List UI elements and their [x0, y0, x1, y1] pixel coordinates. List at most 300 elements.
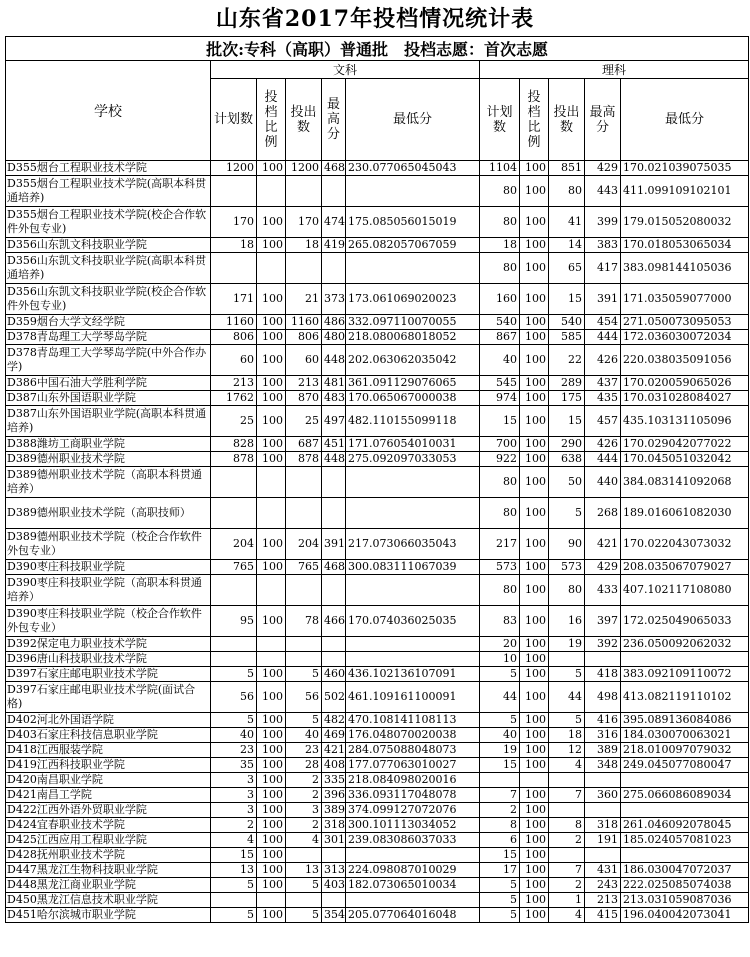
l-plan-cell: 20: [480, 637, 520, 652]
w-ratio-cell: 100: [257, 529, 286, 560]
table-row: [6, 818, 749, 833]
w-min-cell: 374.099127072076: [346, 803, 480, 818]
school-cell: D390枣庄科技职业学院（校企合作软件外包专业）: [6, 606, 211, 637]
w-plan-cell: 878: [211, 452, 257, 467]
school-cell: D397石家庄邮电职业技术学院(面试合格): [6, 682, 211, 713]
l-ratio-cell: 100: [520, 391, 549, 406]
l-plan-cell: 18: [480, 238, 520, 253]
w-max-cell: 481: [322, 376, 346, 391]
l-plan-cell: 80: [480, 176, 520, 207]
l-min-cell: 236.050092062032: [621, 637, 749, 652]
w-ratio-cell: 100: [257, 284, 286, 315]
l-max-cell: 421: [585, 529, 621, 560]
l-ratio-cell: 100: [520, 803, 549, 818]
w-ratio-cell: 100: [257, 863, 286, 878]
l-ratio-cell: 100: [520, 667, 549, 682]
l-min-header: 最低分: [621, 79, 749, 161]
w-out-cell: 1200: [286, 161, 322, 176]
l-max-cell: 426: [585, 437, 621, 452]
table-row: [6, 758, 749, 773]
w-max-cell: 448: [322, 452, 346, 467]
l-min-cell: [621, 773, 749, 788]
w-plan-cell: 2: [211, 818, 257, 833]
w-max-cell: 419: [322, 238, 346, 253]
w-max-cell: 396: [322, 788, 346, 803]
l-plan-cell: 80: [480, 253, 520, 284]
l-plan-cell: 80: [480, 498, 520, 529]
l-max-cell: 429: [585, 161, 621, 176]
w-max-cell: [322, 848, 346, 863]
l-out-cell: 12: [549, 743, 585, 758]
l-ratio-cell: 100: [520, 176, 549, 207]
table-row: [6, 161, 749, 176]
w-max-cell: 497: [322, 406, 346, 437]
w-out-cell: 2: [286, 788, 322, 803]
table-row: [6, 437, 749, 452]
w-ratio-cell: [257, 637, 286, 652]
l-out-cell: 290: [549, 437, 585, 452]
l-min-cell: 186.030047072037: [621, 863, 749, 878]
w-plan-cell: 5: [211, 667, 257, 682]
w-out-cell: 28: [286, 758, 322, 773]
l-min-cell: 249.045077080047: [621, 758, 749, 773]
table-row: [6, 176, 749, 207]
l-max-cell: 268: [585, 498, 621, 529]
table-row: [6, 863, 749, 878]
l-ratio-cell: [520, 773, 549, 788]
w-out-cell: 878: [286, 452, 322, 467]
school-cell: D389德州职业技术学院（高职本科贯通培养）: [6, 467, 211, 498]
wenke-group-header: 文科: [211, 61, 480, 79]
school-cell: D419江西科技职业学院: [6, 758, 211, 773]
l-min-cell: 411.099109102101: [621, 176, 749, 207]
w-plan-cell: 3: [211, 788, 257, 803]
w-min-cell: [346, 893, 480, 908]
table-row: [6, 637, 749, 652]
l-plan-cell: 5: [480, 878, 520, 893]
w-out-cell: 25: [286, 406, 322, 437]
w-max-cell: [322, 893, 346, 908]
l-plan-cell: 80: [480, 575, 520, 606]
table-row: [6, 667, 749, 682]
admission-table: [5, 36, 749, 923]
w-min-cell: 173.061069020023: [346, 284, 480, 315]
w-ratio-cell: 100: [257, 743, 286, 758]
w-out-cell: 13: [286, 863, 322, 878]
w-max-cell: [322, 652, 346, 667]
l-plan-cell: 10: [480, 652, 520, 667]
l-min-cell: 218.010097079032: [621, 743, 749, 758]
l-plan-cell: 5: [480, 667, 520, 682]
w-out-cell: 5: [286, 713, 322, 728]
w-out-cell: [286, 498, 322, 529]
school-cell: D356山东凯文科技职业学院: [6, 238, 211, 253]
w-plan-cell: 806: [211, 330, 257, 345]
l-max-cell: 444: [585, 330, 621, 345]
l-plan-cell: 160: [480, 284, 520, 315]
l-ratio-cell: 100: [520, 437, 549, 452]
l-ratio-cell: 100: [520, 284, 549, 315]
table-row: [6, 330, 749, 345]
l-plan-cell: 40: [480, 728, 520, 743]
l-max-cell: 431: [585, 863, 621, 878]
l-min-cell: 383.092109110072: [621, 667, 749, 682]
l-min-cell: 222.025085074038: [621, 878, 749, 893]
l-out-cell: [549, 803, 585, 818]
l-out-cell: 44: [549, 682, 585, 713]
l-plan-cell: 5: [480, 893, 520, 908]
l-max-cell: 360: [585, 788, 621, 803]
l-plan-cell: 974: [480, 391, 520, 406]
w-min-cell: [346, 253, 480, 284]
l-plan-cell: 545: [480, 376, 520, 391]
w-plan-cell: [211, 575, 257, 606]
l-min-cell: 395.089136084086: [621, 713, 749, 728]
w-max-cell: 451: [322, 437, 346, 452]
l-plan-cell: 5: [480, 908, 520, 923]
l-plan-cell: 1104: [480, 161, 520, 176]
l-out-cell: 22: [549, 345, 585, 376]
l-min-cell: 208.035067079027: [621, 560, 749, 575]
table-row: [6, 253, 749, 284]
w-out-cell: 40: [286, 728, 322, 743]
w-plan-cell: 204: [211, 529, 257, 560]
w-ratio-cell: 100: [257, 667, 286, 682]
l-max-cell: 498: [585, 682, 621, 713]
w-min-cell: 217.073066035043: [346, 529, 480, 560]
w-out-cell: [286, 575, 322, 606]
w-out-cell: 78: [286, 606, 322, 637]
w-max-cell: 421: [322, 743, 346, 758]
l-plan-cell: 80: [480, 207, 520, 238]
w-out-cell: 18: [286, 238, 322, 253]
w-max-cell: [322, 637, 346, 652]
l-max-cell: 191: [585, 833, 621, 848]
w-out-cell: [286, 893, 322, 908]
l-max-cell: 426: [585, 345, 621, 376]
school-cell: D422江西外语外贸职业学院: [6, 803, 211, 818]
school-cell: D448黑龙江商业职业学院: [6, 878, 211, 893]
w-max-cell: [322, 498, 346, 529]
l-plan-cell: 15: [480, 406, 520, 437]
w-plan-cell: 170: [211, 207, 257, 238]
w-ratio-cell: [257, 498, 286, 529]
table-row: [6, 391, 749, 406]
table-row: [6, 773, 749, 788]
l-ratio-cell: 100: [520, 529, 549, 560]
w-min-cell: [346, 467, 480, 498]
l-out-cell: 540: [549, 315, 585, 330]
w-max-cell: 354: [322, 908, 346, 923]
l-out-cell: 14: [549, 238, 585, 253]
l-max-cell: 433: [585, 575, 621, 606]
l-min-cell: 383.098144105036: [621, 253, 749, 284]
l-min-cell: 407.102117108080: [621, 575, 749, 606]
school-cell: D389德州职业技术学院（校企合作软件外包专业）: [6, 529, 211, 560]
l-min-cell: 220.038035091056: [621, 345, 749, 376]
w-plan-cell: 171: [211, 284, 257, 315]
school-cell: D388潍坊工商职业学院: [6, 437, 211, 452]
l-min-cell: 172.025049065033: [621, 606, 749, 637]
w-min-cell: 202.063062035042: [346, 345, 480, 376]
l-min-cell: 184.030070063021: [621, 728, 749, 743]
w-min-cell: 332.097110070055: [346, 315, 480, 330]
w-min-cell: 300.083111067039: [346, 560, 480, 575]
l-min-cell: 170.029042077022: [621, 437, 749, 452]
l-out-cell: 2: [549, 878, 585, 893]
l-plan-cell: 2: [480, 803, 520, 818]
l-out-cell: 90: [549, 529, 585, 560]
l-out-cell: 8: [549, 818, 585, 833]
w-ratio-cell: 100: [257, 908, 286, 923]
w-ratio-cell: 100: [257, 606, 286, 637]
w-plan-cell: 213: [211, 376, 257, 391]
w-plan-cell: 1160: [211, 315, 257, 330]
w-min-cell: 239.083086037033: [346, 833, 480, 848]
l-min-cell: 170.018053065034: [621, 238, 749, 253]
l-max-cell: 440: [585, 467, 621, 498]
l-min-cell: 413.082119110102: [621, 682, 749, 713]
l-out-cell: 16: [549, 606, 585, 637]
w-ratio-cell: 100: [257, 773, 286, 788]
w-out-cell: 21: [286, 284, 322, 315]
w-plan-cell: 25: [211, 406, 257, 437]
w-min-cell: 275.092097033053: [346, 452, 480, 467]
w-out-cell: 5: [286, 878, 322, 893]
l-max-cell: 243: [585, 878, 621, 893]
w-ratio-cell: 100: [257, 833, 286, 848]
l-max-cell: 399: [585, 207, 621, 238]
table-row: [6, 315, 749, 330]
w-max-cell: [322, 176, 346, 207]
l-out-cell: 7: [549, 863, 585, 878]
school-cell: D425江西应用工程职业学院: [6, 833, 211, 848]
w-min-cell: 230.077065045043: [346, 161, 480, 176]
school-cell: D418江西服装学院: [6, 743, 211, 758]
school-cell: D392保定电力职业技术学院: [6, 637, 211, 652]
l-plan-cell: 700: [480, 437, 520, 452]
school-cell: D378青岛理工大学琴岛学院(中外合作办学): [6, 345, 211, 376]
w-plan-cell: 4: [211, 833, 257, 848]
w-plan-cell: 1762: [211, 391, 257, 406]
l-out-cell: 15: [549, 284, 585, 315]
w-max-cell: 486: [322, 315, 346, 330]
l-ratio-cell: 100: [520, 238, 549, 253]
w-ratio-cell: [257, 652, 286, 667]
table-body: [6, 161, 749, 923]
w-out-cell: 170: [286, 207, 322, 238]
l-max-cell: 416: [585, 713, 621, 728]
w-max-cell: 460: [322, 667, 346, 682]
l-out-cell: [549, 848, 585, 863]
w-plan-cell: 95: [211, 606, 257, 637]
l-out-cell: 4: [549, 758, 585, 773]
table-row: [6, 893, 749, 908]
table-row: [6, 452, 749, 467]
w-out-cell: 2: [286, 773, 322, 788]
w-plan-cell: 35: [211, 758, 257, 773]
w-min-cell: 170.065067000038: [346, 391, 480, 406]
w-ratio-cell: 100: [257, 818, 286, 833]
table-row: [6, 406, 749, 437]
w-max-cell: 468: [322, 161, 346, 176]
l-plan-cell: 15: [480, 758, 520, 773]
l-ratio-cell: 100: [520, 908, 549, 923]
l-min-cell: [621, 848, 749, 863]
l-ratio-cell: 100: [520, 498, 549, 529]
w-plan-cell: [211, 498, 257, 529]
w-min-cell: 265.082057067059: [346, 238, 480, 253]
l-ratio-cell: 100: [520, 161, 549, 176]
l-max-cell: 213: [585, 893, 621, 908]
school-cell: D355烟台工程职业技术学院(校企合作软件外包专业): [6, 207, 211, 238]
w-out-cell: [286, 637, 322, 652]
l-ratio-cell: 100: [520, 452, 549, 467]
table-row: [6, 575, 749, 606]
table-row: [6, 908, 749, 923]
l-min-cell: 189.016061082030: [621, 498, 749, 529]
w-ratio-cell: 100: [257, 728, 286, 743]
w-max-cell: 301: [322, 833, 346, 848]
l-out-cell: 289: [549, 376, 585, 391]
w-ratio-cell: [257, 176, 286, 207]
table-row: [6, 498, 749, 529]
w-plan-cell: 40: [211, 728, 257, 743]
l-ratio-cell: 100: [520, 818, 549, 833]
w-plan-cell: 18: [211, 238, 257, 253]
w-ratio-cell: 100: [257, 437, 286, 452]
l-out-cell: 15: [549, 406, 585, 437]
table-row: [6, 682, 749, 713]
w-ratio-cell: 100: [257, 878, 286, 893]
l-out-cell: 80: [549, 176, 585, 207]
w-max-cell: 318: [322, 818, 346, 833]
w-out-cell: 5: [286, 667, 322, 682]
w-max-header: 最高分: [322, 79, 346, 161]
l-ratio-cell: 100: [520, 863, 549, 878]
w-ratio-cell: 100: [257, 238, 286, 253]
w-max-cell: 313: [322, 863, 346, 878]
w-plan-cell: 5: [211, 713, 257, 728]
l-max-cell: 383: [585, 238, 621, 253]
w-max-cell: [322, 467, 346, 498]
l-max-cell: 389: [585, 743, 621, 758]
w-max-cell: 482: [322, 713, 346, 728]
l-out-cell: 50: [549, 467, 585, 498]
w-min-cell: 336.093117048078: [346, 788, 480, 803]
w-max-cell: 480: [322, 330, 346, 345]
l-out-cell: 5: [549, 667, 585, 682]
l-ratio-cell: 100: [520, 682, 549, 713]
l-out-header: 投出数: [549, 79, 585, 161]
w-out-cell: 765: [286, 560, 322, 575]
l-ratio-header: 投档比例: [520, 79, 549, 161]
w-out-cell: 60: [286, 345, 322, 376]
school-cell: D389德州职业技术学院（高职技师）: [6, 498, 211, 529]
l-ratio-cell: 100: [520, 637, 549, 652]
like-group-header: 理科: [480, 61, 749, 79]
l-ratio-cell: 100: [520, 207, 549, 238]
w-ratio-cell: [257, 575, 286, 606]
w-min-cell: 218.080068018052: [346, 330, 480, 345]
l-min-cell: 170.045051032042: [621, 452, 749, 467]
school-cell: D389德州职业技术学院: [6, 452, 211, 467]
l-out-cell: 4: [549, 908, 585, 923]
l-out-cell: [549, 773, 585, 788]
l-plan-cell: 40: [480, 345, 520, 376]
w-out-cell: [286, 652, 322, 667]
table-row: [6, 467, 749, 498]
l-ratio-cell: 100: [520, 253, 549, 284]
w-max-cell: 502: [322, 682, 346, 713]
table-row: [6, 560, 749, 575]
table-row: [6, 207, 749, 238]
w-ratio-cell: 100: [257, 330, 286, 345]
l-max-cell: [585, 803, 621, 818]
w-plan-cell: [211, 652, 257, 667]
w-max-cell: 468: [322, 560, 346, 575]
l-ratio-cell: 100: [520, 345, 549, 376]
l-ratio-cell: 100: [520, 560, 549, 575]
school-cell: D356山东凯文科技职业学院(高职本科贯通培养): [6, 253, 211, 284]
w-ratio-cell: 100: [257, 207, 286, 238]
w-ratio-cell: 100: [257, 161, 286, 176]
w-plan-cell: 1200: [211, 161, 257, 176]
l-max-cell: 348: [585, 758, 621, 773]
l-out-cell: [549, 652, 585, 667]
l-max-cell: [585, 848, 621, 863]
w-min-cell: 470.108141108113: [346, 713, 480, 728]
l-out-cell: 65: [549, 253, 585, 284]
school-cell: D424宜春职业技术学院: [6, 818, 211, 833]
l-min-cell: [621, 652, 749, 667]
l-plan-cell: 17: [480, 863, 520, 878]
l-max-cell: 397: [585, 606, 621, 637]
w-plan-cell: [211, 893, 257, 908]
l-max-cell: 429: [585, 560, 621, 575]
l-max-cell: 444: [585, 452, 621, 467]
l-max-cell: 392: [585, 637, 621, 652]
l-min-cell: 170.022043073032: [621, 529, 749, 560]
w-out-cell: 3: [286, 803, 322, 818]
school-cell: D387山东外国语职业学院(高职本科贯通培养): [6, 406, 211, 437]
w-min-cell: 182.073065010034: [346, 878, 480, 893]
l-plan-cell: 217: [480, 529, 520, 560]
w-out-header: 投出数: [286, 79, 322, 161]
w-ratio-cell: 100: [257, 713, 286, 728]
table-row: [6, 848, 749, 863]
l-ratio-cell: 100: [520, 713, 549, 728]
table-row: [6, 345, 749, 376]
w-max-cell: 466: [322, 606, 346, 637]
w-plan-cell: 3: [211, 803, 257, 818]
l-min-cell: 196.040042073041: [621, 908, 749, 923]
l-min-cell: 271.050073095053: [621, 315, 749, 330]
l-max-cell: 457: [585, 406, 621, 437]
w-plan-cell: 828: [211, 437, 257, 452]
l-out-cell: 5: [549, 498, 585, 529]
l-out-cell: 41: [549, 207, 585, 238]
l-out-cell: 19: [549, 637, 585, 652]
w-ratio-cell: 100: [257, 758, 286, 773]
l-out-cell: 585: [549, 330, 585, 345]
w-plan-cell: 5: [211, 878, 257, 893]
w-min-cell: 170.074036025035: [346, 606, 480, 637]
l-ratio-cell: 100: [520, 606, 549, 637]
w-plan-cell: 23: [211, 743, 257, 758]
l-plan-cell: [480, 773, 520, 788]
l-min-cell: 275.066086089034: [621, 788, 749, 803]
